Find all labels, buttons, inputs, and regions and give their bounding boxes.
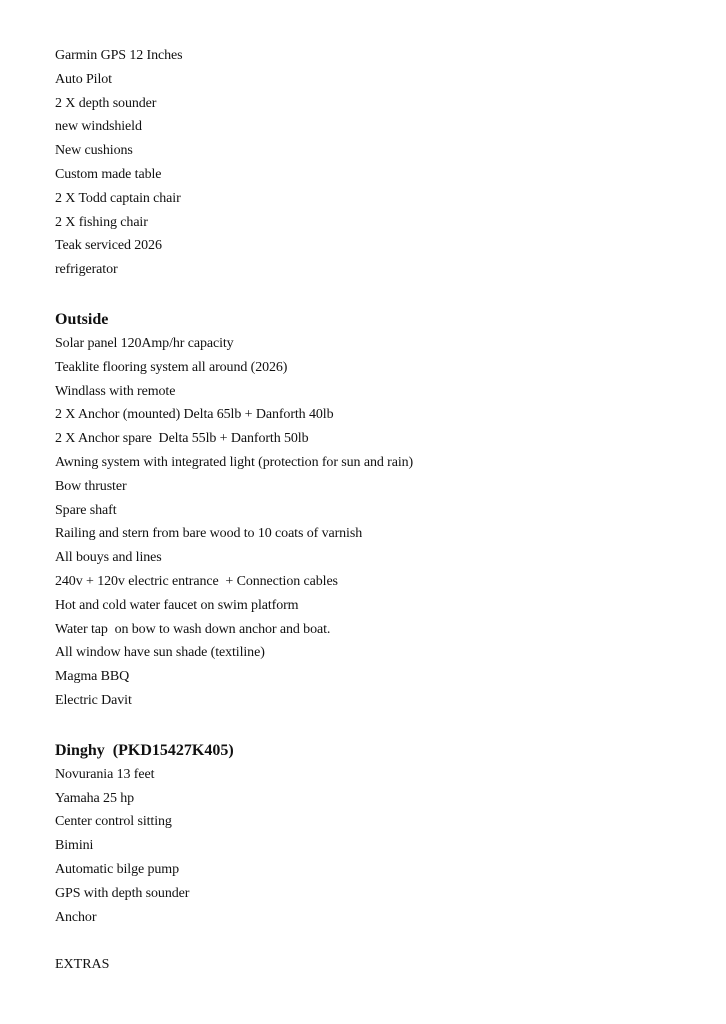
list-item: Bimini xyxy=(55,838,94,854)
list-item: Railing and stern from bare wood to 10 coats of varnish xyxy=(55,526,363,542)
list-item: Magma BBQ xyxy=(55,669,130,685)
list-item: Anchor xyxy=(55,909,97,925)
list-item: Auto Pilot xyxy=(55,71,112,87)
list-item: Center control sitting xyxy=(55,814,172,830)
list-item: Bow thruster xyxy=(55,478,127,494)
list-item: GPS with depth sounder xyxy=(55,885,190,901)
list-item: Custom made table xyxy=(55,166,162,182)
list-item: All bouys and lines xyxy=(55,550,162,566)
list-item: Garmin GPS 12 Inches xyxy=(55,48,183,63)
list-item: 2 X Todd captain chair xyxy=(55,190,181,206)
list-item: 240v + 120v electric entrance + Connection cables xyxy=(55,573,338,589)
list-item: All window have sun shade (textiline) xyxy=(55,645,265,661)
list-item: 2 X fishing chair xyxy=(55,214,148,230)
outside-heading: Outside xyxy=(55,310,109,328)
list-item: Awning system with integrated light (protection for sun and rain) xyxy=(55,454,414,470)
extras-label: EXTRAS xyxy=(55,957,110,973)
list-item: 2 X depth sounder xyxy=(55,95,157,111)
list-item: Hot and cold water faucet on swim platform xyxy=(55,597,299,613)
list-item: 2 X Anchor spare Delta 55lb + Danforth 50lb xyxy=(55,431,309,447)
list-item: Teak serviced 2026 xyxy=(55,238,162,254)
list-item: Teaklite flooring system all around (2026) xyxy=(55,359,288,375)
list-item: Automatic bilge pump xyxy=(55,861,179,877)
document-page xyxy=(55,44,705,977)
list-item: Water tap on bow to wash down anchor and boat. xyxy=(55,621,331,637)
list-item: Windlass with remote xyxy=(55,383,176,399)
list-item: Solar panel 120Amp/hr capacity xyxy=(55,335,234,351)
list-item: Spare shaft xyxy=(55,502,117,518)
intro-list xyxy=(55,44,705,282)
list-item: Electric Davit xyxy=(55,692,132,708)
dinghy-section xyxy=(55,739,705,930)
outside-section xyxy=(55,308,705,713)
list-item: new windshield xyxy=(55,119,142,135)
list-item: Yamaha 25 hp xyxy=(55,790,135,806)
list-item: Novurania 13 feet xyxy=(55,766,155,782)
dinghy-heading: Dinghy (PKD15427K405) xyxy=(55,741,234,759)
list-item: refrigerator xyxy=(55,262,118,278)
list-item: 2 X Anchor (mounted) Delta 65lb + Danforth 40lb xyxy=(55,407,334,423)
list-item: New cushions xyxy=(55,143,133,159)
